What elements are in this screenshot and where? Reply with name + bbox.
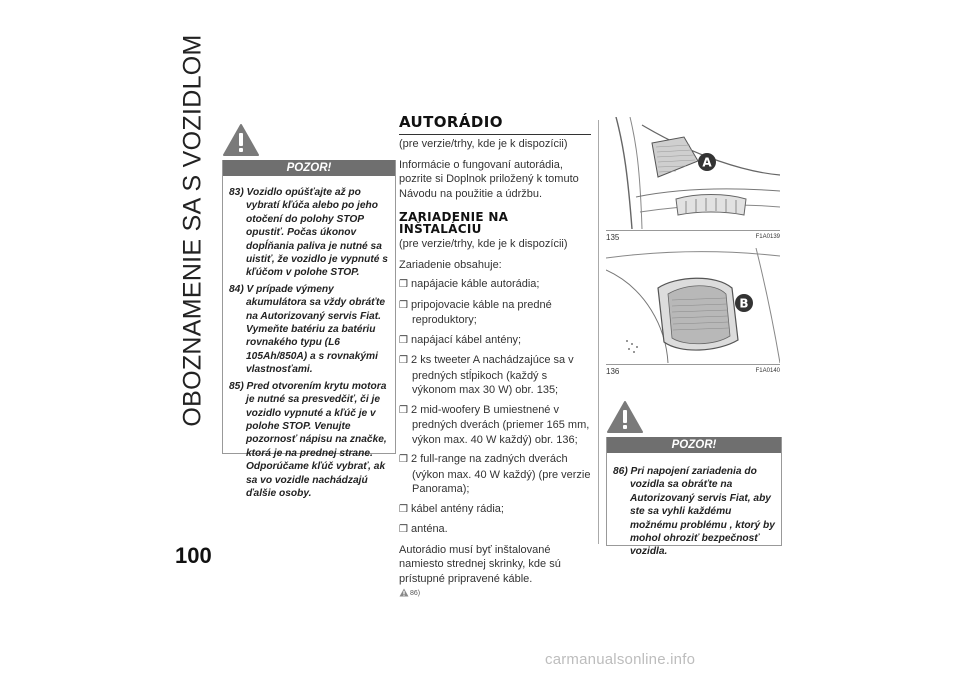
section-title-autoradio: AUTORÁDIO [399,113,591,135]
figure-135-tweeter-image [606,117,780,229]
warning-item-86: 86) Pri napojení zariadenia do vozidla sa obráťte na Autorizovaný servis Fiat, aby ste sa vyhli každému možnému problému , ktorý by mohol ohroziť bezpečnosť vozidla. [613,466,775,558]
checkbox-bullet-icon: ❒ [399,404,408,416]
checkbox-bullet-icon: ❒ [399,355,408,366]
warning-item-85: 85) Pred otvorením krytu motora je nutné sa presvedčiť, či je vozidlo vypnuté a kľúč je v polohe STOP. Venujte pozornosť nápisu na značke, ktorá je na prednej strane. Odporúčame kľúč vybrať, ak sa vo vozidle nachádzajú ďalšie osoby. [229,380,387,499]
warning-item-83: 83) Vozidlo opúšťajte až po vybratí kľúča alebo po jeho otočení do polohy STOP opustiť. Počas úkonov dopĺňania paliva je nutné sa uistiť, že vozidlo je vypnuté s kľúčom v polohe STOP. [229,187,388,279]
figure-code: F1A0139 [755,234,780,240]
warning-reference-label: 86) [410,590,421,597]
warning-reference[interactable] [399,588,591,597]
figure-caption-135 [606,233,780,245]
warning-item-84: 84) V prípade výmeny akumulátora sa vždy obráťte na Autorizovaný servis Fiat. Vymeňte batériu za batériu rovnakého typu (L6 105Ah/850A) a s rovnakými vlastnosťami. [229,283,386,376]
list-item: ❒ anténa. [399,523,448,535]
checkbox-bullet-icon: ❒ [399,454,408,465]
figure-number: 135 [606,233,620,242]
svg-text:B: B [739,296,749,311]
checkbox-bullet-icon: ❒ [399,524,408,535]
list-item: ❒ napájací kábel antény; [399,333,522,346]
section-paragraph: Informácie o fungovaní autorádia, pozrite si Doplnok priložený k tomuto Návodu na použitie a údržbu. [399,158,579,200]
checkbox-bullet-icon: ❒ [399,334,408,346]
chapter-side-title [173,33,213,427]
section-title-installation [399,212,591,235]
warning-small-icon [399,588,409,597]
figure-caption-rule [606,364,780,365]
section-subtitle: (pre verzie/trhy, kde je k dispozícii) [399,138,568,150]
section-closing: Autorádio musí byť inštalované namiesto strednej skrinky, kde sú prístupné pripravené káble. [399,543,561,585]
page-number: 100 [175,543,212,568]
content-column [399,113,591,597]
section-title-line1: ZARIADENIE NA [399,210,509,224]
chapter-side-title-text: OBOZNAMENIE SA S VOZIDLOM [178,33,207,427]
warning-triangle-icon [222,123,260,157]
warning-header: POZOR! [223,160,395,176]
section-intro: Zariadenie obsahuje: [399,258,502,271]
figure-caption-rule [606,230,780,231]
figure-code: F1A0140 [755,368,780,374]
list-item: ❒ pripojovacie káble na predné reproduktory; [399,298,552,326]
bullet-list [399,277,591,538]
figure-number: 136 [606,367,620,376]
watermark-text: carmanualsonline.info [545,651,696,668]
list-item: ❒ kábel antény rádia; [399,502,504,515]
list-item: ❒ 2 ks tweeter A nachádzajúce sa v predných stĺpikoch (každý s výkonom max 30 W) obr. 135; [399,354,574,396]
checkbox-bullet-icon: ❒ [399,299,408,311]
warning-triangle-icon [606,400,644,434]
svg-text:A: A [702,155,712,170]
section-subtitle: (pre verzie/trhy, kde je k dispozícii) [399,238,568,250]
checkbox-bullet-icon: ❒ [399,503,408,515]
list-item: ❒ 2 mid-woofery B umiestnené v predných dverách (priemer 165 mm, výkon max. 40 W každý) obr. 136; [399,403,590,446]
checkbox-bullet-icon: ❒ [399,279,408,290]
warning-box-left [222,160,396,499]
column-divider [598,120,599,544]
list-item: ❒ napájacie káble autorádia; [399,278,540,290]
warning-header: POZOR! [607,437,781,453]
list-item: ❒ 2 full-range na zadných dverách (výkon max. 40 W každý) (pre verzie Panorama); [399,453,591,495]
figure-136-woofer-image [606,248,780,363]
section-title-line2: INŠTALÁCIU [399,221,482,236]
figure-caption-136 [606,367,780,379]
warning-box-right [606,437,782,558]
